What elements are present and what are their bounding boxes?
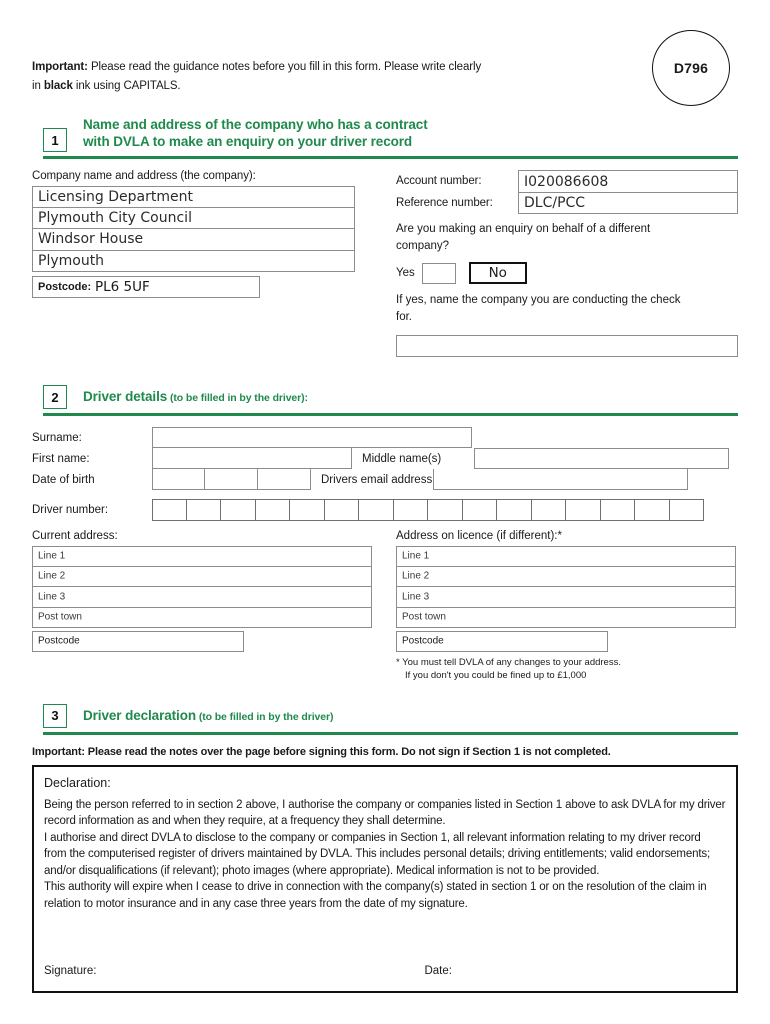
middle-name-field[interactable] bbox=[474, 448, 729, 469]
section-3 bbox=[32, 698, 738, 993]
company-address-lines bbox=[32, 186, 382, 272]
section-3-title bbox=[83, 707, 333, 728]
account-number-label: Account number: bbox=[396, 175, 482, 187]
yes-checkbox[interactable] bbox=[422, 263, 456, 284]
driver-number-cell[interactable] bbox=[325, 499, 360, 521]
licence-address-line-3[interactable] bbox=[396, 587, 736, 608]
section-1-body bbox=[32, 170, 738, 357]
different-company-answer-group bbox=[396, 262, 738, 284]
driver-number-cell[interactable] bbox=[428, 499, 463, 521]
different-company-question: Are you making an enquiry on behalf of a different company? bbox=[396, 223, 651, 252]
section-3-title-sub: (to be filled in by the driver) bbox=[196, 710, 334, 723]
section-3-rule bbox=[43, 732, 738, 735]
driver-number-cell[interactable] bbox=[187, 499, 222, 521]
driver-number-label: Driver number: bbox=[32, 504, 109, 516]
section-1-title bbox=[83, 116, 428, 152]
section-3-number: 3 bbox=[43, 704, 67, 728]
section-1-title-line1: Name and address of the company who has a contract bbox=[83, 117, 428, 132]
company-postcode-label: Postcode: bbox=[38, 280, 92, 293]
important-notice bbox=[32, 58, 552, 96]
other-company-field[interactable] bbox=[396, 335, 738, 357]
licence-address-line-1[interactable] bbox=[396, 546, 736, 567]
driver-number-cell[interactable] bbox=[566, 499, 601, 521]
form-code-badge bbox=[652, 30, 730, 106]
section-2-rule bbox=[43, 413, 738, 416]
account-number-field[interactable] bbox=[518, 170, 738, 192]
first-name-label: First name: bbox=[32, 452, 90, 465]
important-text: Please read the guidance notes before you fill in this form. Please write clearly bbox=[87, 61, 482, 73]
current-address-postcode[interactable] bbox=[32, 631, 244, 652]
signature-row bbox=[44, 965, 726, 977]
declaration-title: Declaration: bbox=[44, 775, 111, 790]
current-address-post-town[interactable] bbox=[32, 608, 372, 629]
driver-number-cell[interactable] bbox=[497, 499, 532, 521]
licence-address-post-town[interactable] bbox=[396, 608, 736, 629]
section-1-title-line2: with DVLA to make an enquiry on your driver record bbox=[83, 134, 413, 149]
current-address-line-1[interactable] bbox=[32, 546, 372, 567]
current-address-line-3[interactable] bbox=[32, 587, 372, 608]
licence-address-line-1-placeholder: Line 1 bbox=[402, 550, 430, 562]
if-yes-instruction: If yes, name the company you are conducting the check for. bbox=[396, 294, 681, 323]
licence-address-postcode-placeholder: Postcode bbox=[402, 635, 444, 647]
important-line2-pre: in bbox=[32, 80, 44, 92]
driver-number-cell[interactable] bbox=[256, 499, 291, 521]
company-line-2-value: Plymouth City Council bbox=[38, 209, 192, 226]
company-line-1[interactable] bbox=[32, 186, 355, 208]
email-label: Drivers email address bbox=[321, 473, 433, 486]
surname-field[interactable] bbox=[152, 427, 472, 448]
surname-label: Surname: bbox=[32, 431, 82, 444]
reference-number-label: Reference number: bbox=[396, 197, 493, 209]
no-checkbox[interactable] bbox=[469, 262, 527, 284]
company-line-3[interactable] bbox=[32, 229, 355, 251]
company-line-3-value: Windsor House bbox=[38, 231, 144, 248]
company-line-2[interactable] bbox=[32, 208, 355, 230]
email-field[interactable] bbox=[433, 469, 688, 490]
licence-address-line-3-placeholder: Line 3 bbox=[402, 591, 430, 603]
current-address-line-1-placeholder: Line 1 bbox=[38, 550, 66, 562]
company-address-label: Company name and address (the company): bbox=[32, 170, 256, 182]
reference-number-value: DLC/PCC bbox=[524, 195, 586, 211]
first-name-row bbox=[32, 448, 738, 469]
account-number-row bbox=[396, 170, 738, 192]
current-address-group bbox=[32, 530, 382, 682]
date-label[interactable]: Date: bbox=[424, 964, 452, 977]
section-3-important-note: Important: Please read the notes over the page before signing this form. Do not sign if Section 1 is not completed. bbox=[32, 745, 611, 758]
address-columns bbox=[32, 530, 738, 682]
middle-name-label: Middle name(s) bbox=[362, 452, 442, 465]
current-address-line-2[interactable] bbox=[32, 567, 372, 588]
current-address-line-2-placeholder: Line 2 bbox=[38, 570, 66, 582]
licence-address-post-town-placeholder: Post town bbox=[402, 611, 446, 623]
dob-label: Date of birth bbox=[32, 473, 95, 486]
licence-address-label: Address on licence (if different):* bbox=[396, 530, 562, 542]
licence-address-lines bbox=[396, 546, 746, 628]
important-line2-post: ink using CAPITALS. bbox=[72, 80, 181, 92]
driver-number-cell[interactable] bbox=[670, 499, 705, 521]
dob-day-field[interactable] bbox=[152, 469, 205, 490]
important-label: Important: bbox=[32, 61, 88, 73]
section-1 bbox=[32, 116, 738, 357]
current-address-line-3-placeholder: Line 3 bbox=[38, 591, 66, 603]
driver-number-cell[interactable] bbox=[463, 499, 498, 521]
account-number-value: I020086608 bbox=[524, 173, 609, 190]
driver-number-cell[interactable] bbox=[601, 499, 636, 521]
section-1-header bbox=[32, 116, 738, 152]
section-2-body bbox=[32, 427, 738, 682]
declaration-paragraph-1: Being the person referred to in section 2 above, I authorise the company or companies listed in Section 1 above to ask DVLA for my driver record information as and when they require, at a frequency they shall determine. bbox=[44, 798, 726, 827]
form-code-text: D796 bbox=[673, 60, 709, 76]
first-name-field[interactable] bbox=[152, 448, 352, 469]
surname-row bbox=[32, 427, 738, 448]
company-line-1-value: Licensing Department bbox=[38, 188, 193, 205]
no-label: No bbox=[488, 265, 507, 281]
section-2-title-sub: (to be filled in by the driver): bbox=[167, 392, 308, 404]
account-details-group bbox=[396, 170, 738, 357]
section-2-title-main: Driver details bbox=[83, 389, 168, 404]
driver-number-cell[interactable] bbox=[635, 499, 670, 521]
company-postcode-value: PL6 5UF bbox=[95, 278, 150, 295]
section-2-number: 2 bbox=[43, 385, 67, 409]
address-footnote-line1: * You must tell DVLA of any changes to your address. bbox=[396, 656, 621, 668]
section-3-header bbox=[32, 698, 738, 728]
licence-address-line-2[interactable] bbox=[396, 567, 736, 588]
address-footnote bbox=[396, 656, 746, 682]
driver-number-cell[interactable] bbox=[290, 499, 325, 521]
reference-number-field[interactable] bbox=[518, 192, 738, 214]
black-ink-emphasis: black bbox=[43, 80, 73, 92]
current-address-label: Current address: bbox=[32, 530, 118, 542]
current-address-post-town-placeholder: Post town bbox=[38, 611, 82, 623]
declaration-paragraph-3: This authority will expire when I cease to drive in connection with the company(s) stated in section 1 or on the resolution of the claim in relation to motor insurance and in any case three years from the date of my signature. bbox=[44, 881, 707, 910]
declaration-box bbox=[32, 765, 738, 993]
driver-number-cells bbox=[152, 499, 704, 521]
form-header bbox=[32, 0, 738, 96]
company-postcode-field[interactable] bbox=[32, 276, 260, 298]
licence-address-group bbox=[396, 530, 746, 682]
driver-number-row bbox=[32, 499, 738, 521]
dob-row bbox=[32, 469, 738, 490]
dob-year-field[interactable] bbox=[258, 469, 311, 490]
section-1-number: 1 bbox=[43, 128, 67, 152]
declaration-paragraph-2: I authorise and direct DVLA to disclose to the company or companies in Section 1, all relevant information relating to my driver record from the computerised register of drivers maintained by DVLA. This includes personal details; driving entitlements; valid endorsements; and/or disqualifications (if relevant); photo images (where appropriate). Medical information is not to be provided. bbox=[44, 831, 711, 877]
driver-number-cell[interactable] bbox=[221, 499, 256, 521]
section-2-header bbox=[32, 379, 738, 409]
company-line-4-value: Plymouth bbox=[38, 252, 105, 269]
section-1-rule bbox=[43, 156, 738, 159]
licence-address-line-2-placeholder: Line 2 bbox=[402, 570, 430, 582]
section-3-title-main: Driver declaration bbox=[83, 707, 196, 723]
reference-number-row bbox=[396, 192, 738, 214]
current-address-postcode-placeholder: Postcode bbox=[38, 635, 80, 647]
yes-label: Yes bbox=[396, 267, 415, 279]
driver-number-cell[interactable] bbox=[532, 499, 567, 521]
driver-number-cell[interactable] bbox=[152, 499, 187, 521]
driver-number-cell[interactable] bbox=[359, 499, 394, 521]
dob-month-field[interactable] bbox=[205, 469, 258, 490]
company-line-4[interactable] bbox=[32, 251, 355, 273]
section-2-title bbox=[83, 388, 308, 409]
section-2 bbox=[32, 379, 738, 682]
company-address-group bbox=[32, 170, 382, 357]
address-footnote-line2: If you don't you could be fined up to £1,000 bbox=[405, 669, 587, 681]
signature-label[interactable]: Signature: bbox=[44, 964, 97, 977]
current-address-lines bbox=[32, 546, 382, 628]
driver-number-cell[interactable] bbox=[394, 499, 429, 521]
licence-address-postcode[interactable] bbox=[396, 631, 608, 652]
